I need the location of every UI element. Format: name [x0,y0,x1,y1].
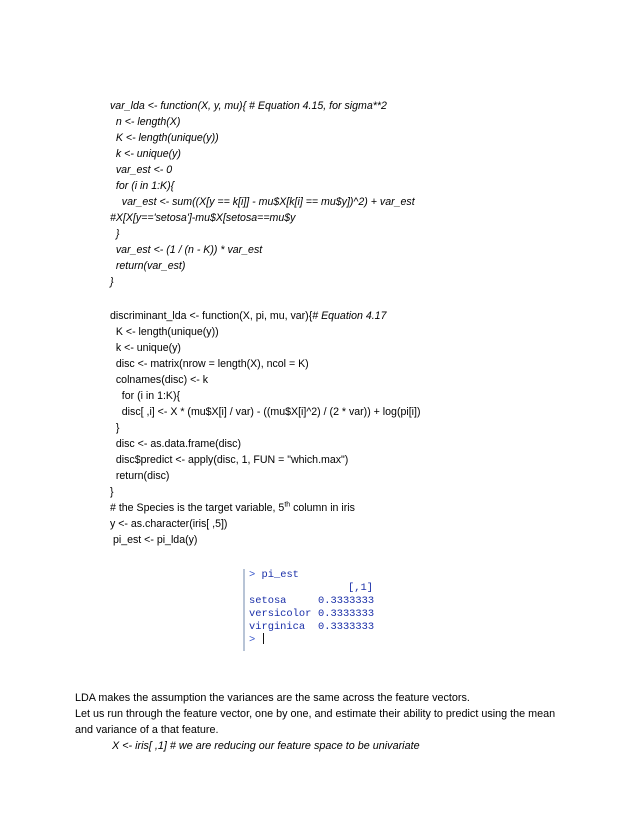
code-line: } [110,422,120,434]
final-code-line: X <- iris[ ,1] # we are reducing our feature space to be univariate [112,740,420,752]
code-line: k <- unique(y) [110,342,181,354]
r-console-output [243,569,385,651]
code-line: } [110,486,114,498]
console-row-name: setosa [249,595,287,607]
code-line: disc <- as.data.frame(disc) [110,438,241,450]
ordinal-suffix: th [284,501,291,509]
console-row-name: virginica [249,621,306,633]
code-line: var_est <- sum((X[y == k[i]] - mu$X[k[i] == mu$y])^2) + var_est [110,196,415,208]
console-row-value: 0.3333333 [318,595,375,607]
console-row-value: 0.3333333 [318,621,375,633]
code-line: pi_est <- pi_lda(y) [110,534,198,546]
comment-text: column in iris [290,502,355,514]
console-prompt: > [249,569,256,581]
code-line: } [110,276,114,288]
prose-line: LDA makes the assumption the variances are the same across the feature vectors. [75,692,470,704]
code-line: return(var_est) [110,260,186,272]
code-line: K <- length(unique(y)) [110,326,219,338]
console-cursor[interactable] [263,633,264,644]
code-line: n <- length(X) [110,116,181,128]
code-line: disc$predict <- apply(disc, 1, FUN = "which.max") [110,454,349,466]
console-column-header: [,1] [348,582,373,594]
prose-line: and variance of a that feature. [75,724,219,736]
code-line: } [110,228,120,240]
species-comment [110,500,355,516]
code-line: for (i in 1:K){ [110,390,181,402]
code-line: for (i in 1:K){ [110,180,175,192]
code-line: #X[X[y=='setosa']-mu$X[setosa==mu$y [110,212,296,224]
comment-text: # the Species is the target variable, 5 [110,502,285,514]
code-line: var_est <- 0 [110,164,173,176]
console-prompt: > [249,634,256,646]
console-command-line [249,569,299,583]
code-text: discriminant_lda <- function(X, pi, mu, var){ [110,310,313,322]
code-line: colnames(disc) <- k [110,374,209,386]
code-line: K <- length(unique(y)) [110,132,219,144]
code-comment: # Equation 4.17 [312,310,387,322]
prose-line: Let us run through the feature vector, one by one, and estimate their ability to predict using the mean [75,708,556,720]
code-line: var_lda <- function(X, y, mu){ # Equation 4.15, for sigma**2 [110,100,387,112]
code-line: k <- unique(y) [110,148,181,160]
code-line: disc <- matrix(nrow = length(X), ncol = K) [110,358,309,370]
code-line [110,308,386,324]
console-row-value: 0.3333333 [318,608,375,620]
console-row-name: versicolor [249,608,312,620]
code-line: return(disc) [110,470,170,482]
code-line: disc[ ,i] <- X * (mu$X[i] / var) - ((mu$X[i]^2) / (2 * var)) + log(pi[i]) [110,406,421,418]
code-line: var_est <- (1 / (n - K)) * var_est [110,244,263,256]
console-command: pi_est [261,569,299,581]
code-line: y <- as.character(iris[ ,5]) [110,518,228,530]
